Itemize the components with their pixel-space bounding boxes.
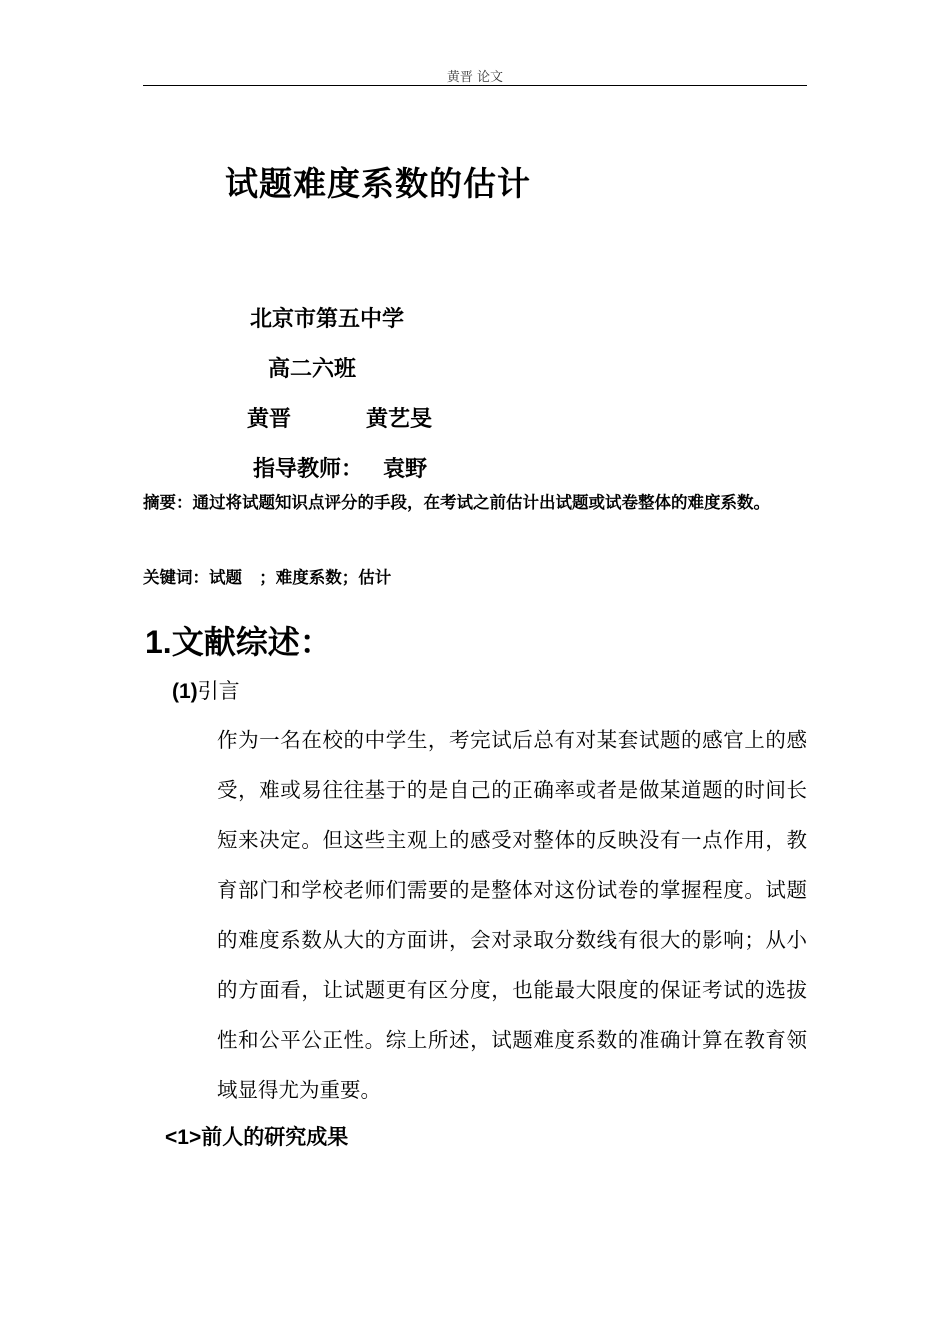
paper-title: 试题难度系数的估计 — [225, 164, 531, 203]
advisor-name: 袁野 — [383, 457, 428, 482]
section-heading — [145, 617, 332, 663]
subsection-heading — [172, 675, 240, 705]
author-2: 黄艺旻 — [366, 407, 433, 432]
subsection-title: 引言 — [197, 679, 240, 703]
subsection-number: (1) — [172, 680, 198, 703]
intro-paragraph: 作为一名在校的中学生，考完试后总有对某套试题的感官上的感受，难或易往往基于的是自己的正确率或者是做某道题的时间长短来决定。但这些主观上的感受对整体的反映没有一点作用，教育部门和学校老师们需要的是整体对这份试卷的掌握程度。试题的难度系数从大的方面讲，会对录取分数线有很大的影响；从小的方面看，让试题更有区分度，也能最大限度的保证考试的选拔性和公平公正性。综上所述，试题难度系数的准确计算在教育领域显得尤为重要。 — [217, 728, 807, 1102]
section-title: 文献综述： — [171, 623, 332, 661]
author-1: 黄晋 — [247, 407, 292, 432]
class-name: 高二六班 — [268, 357, 357, 382]
abstract: 摘要：通过将试题知识点评分的手段，在考试之前估计出试题或试卷整体的难度系数。 — [143, 493, 770, 512]
keywords: 关键词：试题 ；难度系数；估计 — [143, 568, 392, 587]
school-name: 北京市第五中学 — [250, 307, 405, 332]
section-number: 1. — [145, 624, 172, 660]
advisor-label: 指导教师： — [253, 457, 364, 482]
subsubsection-title: 前人的研究成果 — [201, 1125, 349, 1149]
subsubsection-number: <1> — [165, 1126, 202, 1149]
subsubsection-heading — [165, 1121, 348, 1151]
header-divider — [143, 85, 807, 86]
running-header: 黄晋 论文 — [446, 70, 504, 85]
